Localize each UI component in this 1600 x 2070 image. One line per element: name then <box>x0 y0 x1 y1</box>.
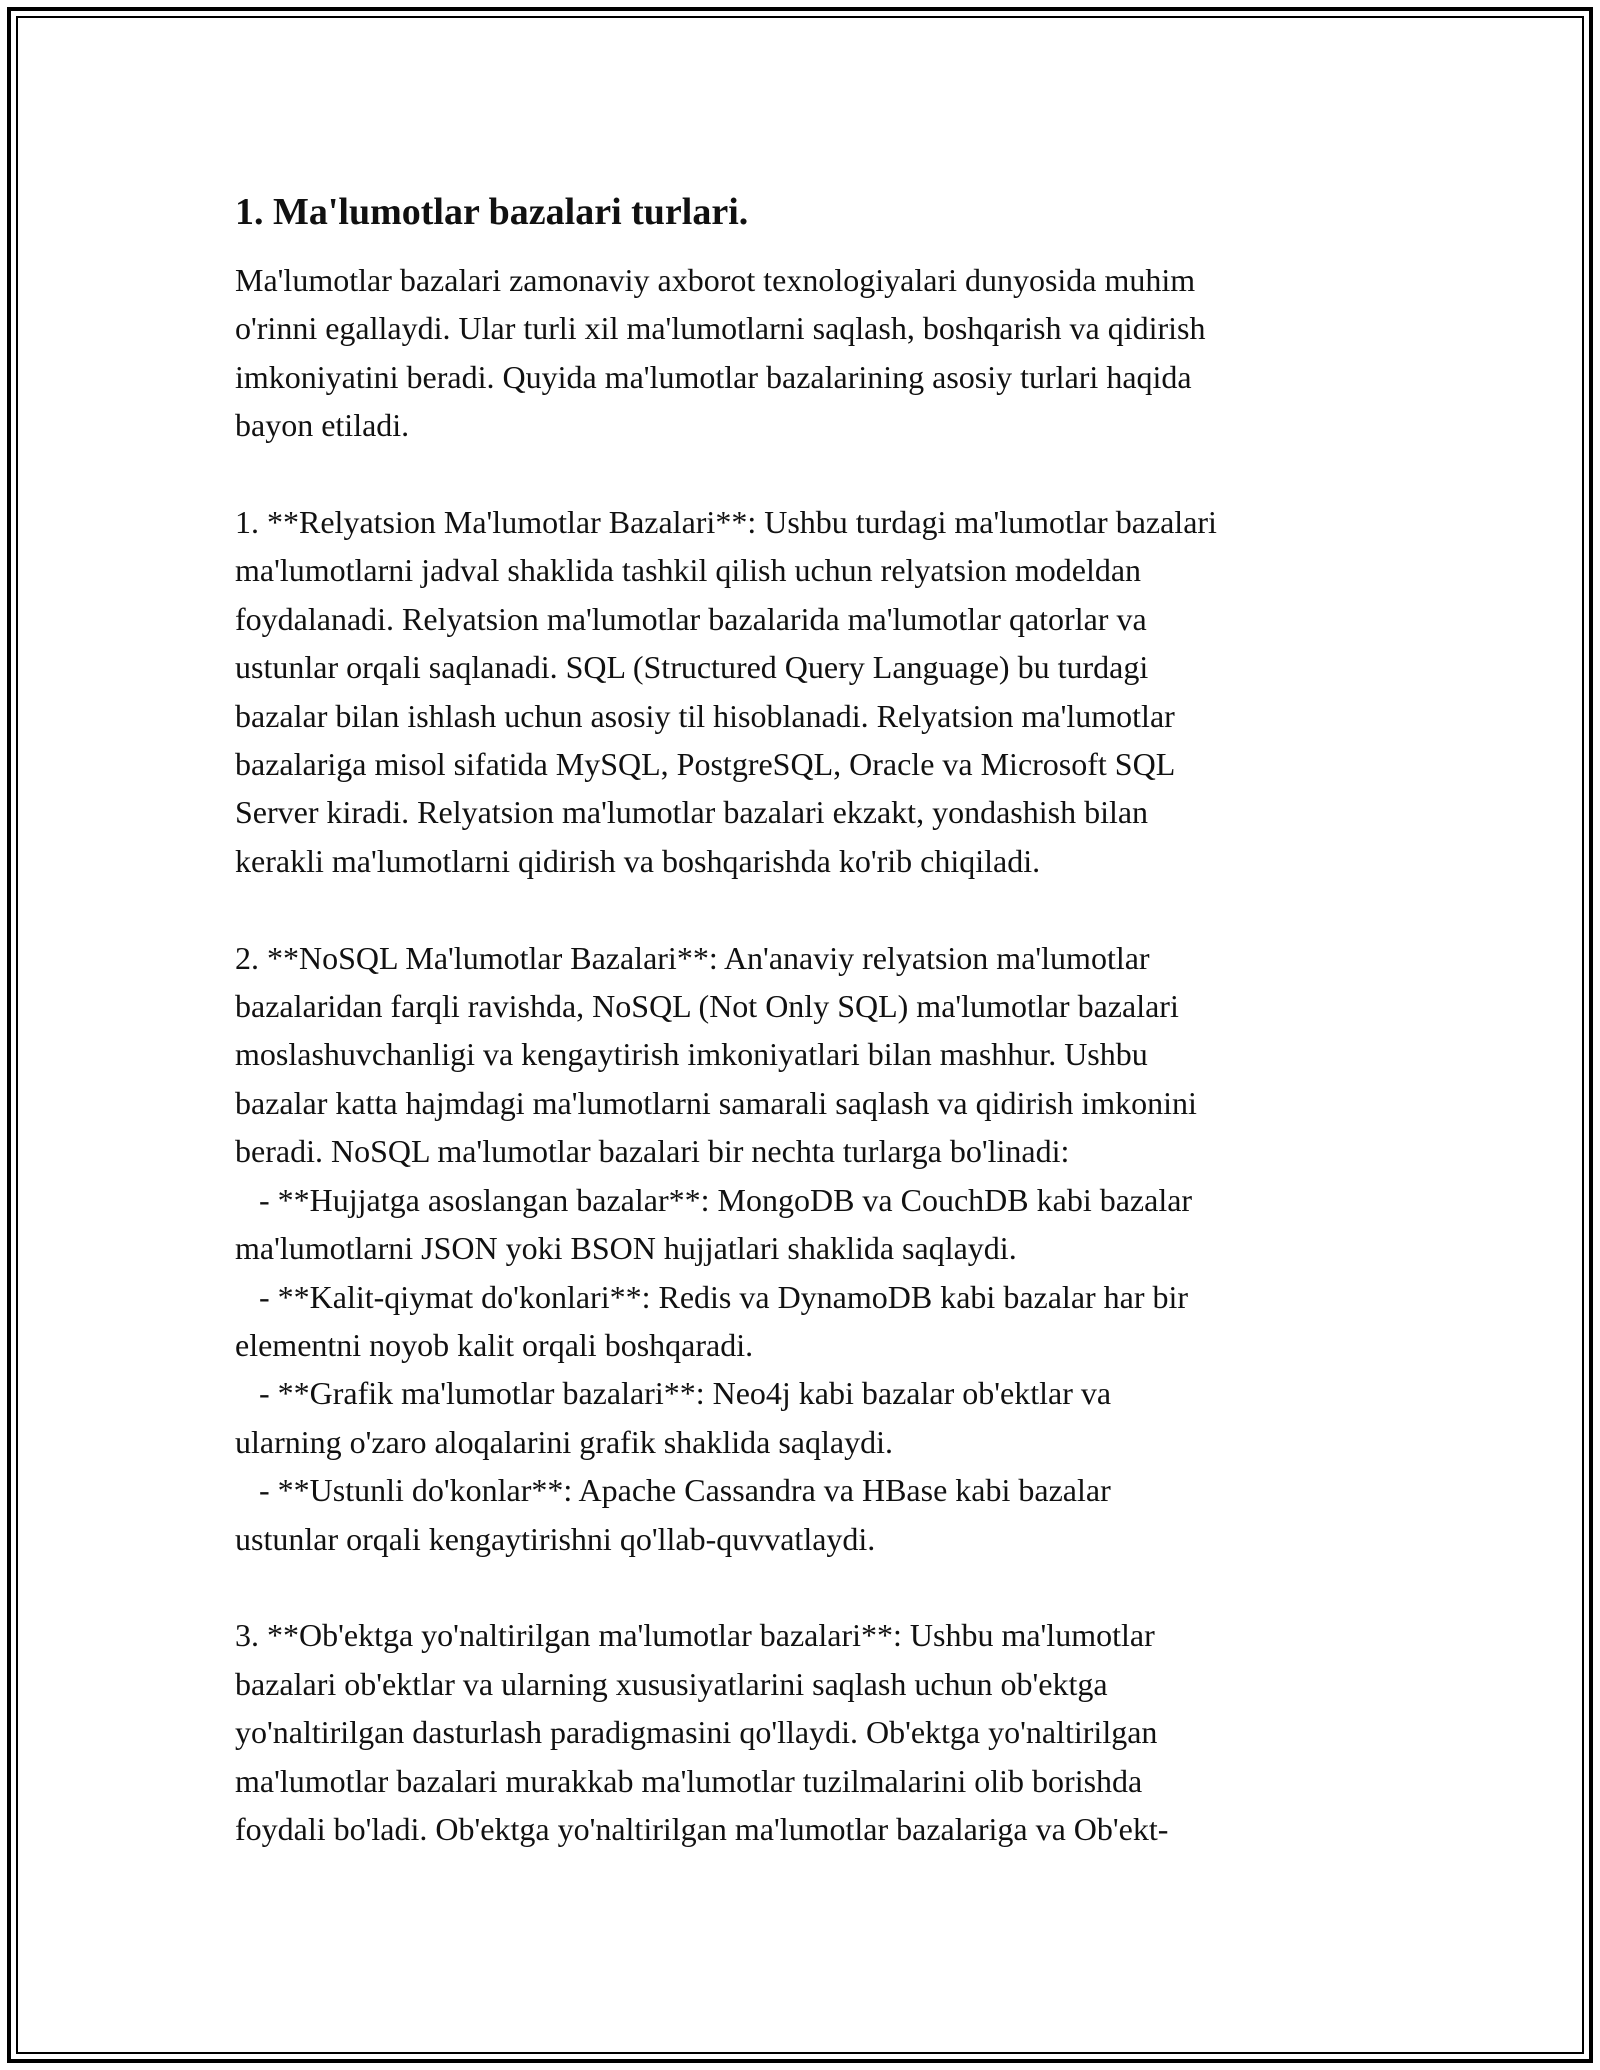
intro-paragraph <box>235 256 1415 450</box>
text-line: ma'lumotlar bazalari murakkab ma'lumotlar tuzilmalarini olib borishda <box>235 1762 1143 1799</box>
text-line: elementni noyob kalit orqali boshqaradi. <box>235 1326 754 1363</box>
object-db-paragraph <box>235 1611 1415 1853</box>
list-item-line: - **Kalit-qiymat do'konlari**: Redis va DynamoDB kabi bazalar har bir <box>235 1278 1189 1315</box>
text-line: moslashuvchanligi va kengaytirish imkoniyatlari bilan mashhur. Ushbu <box>235 1036 1148 1073</box>
relational-db-paragraph <box>235 498 1415 885</box>
list-item-line: - **Grafik ma'lumotlar bazalari**: Neo4j kabi bazalar ob'ektlar va <box>235 1375 1112 1412</box>
text-line: 3. **Ob'ektga yo'naltirilgan ma'lumotlar bazalari**: Ushbu ma'lumotlar <box>235 1617 1155 1654</box>
text-line: foydalanadi. Relyatsion ma'lumotlar bazalarida ma'lumotlar qatorlar va <box>235 600 1147 637</box>
text-line: ularning o'zaro aloqalarini grafik shaklida saqlaydi. <box>235 1423 893 1460</box>
text-line: ma'lumotlarni JSON yoki BSON hujjatlari shaklida saqlaydi. <box>235 1230 1017 1267</box>
text-line: beradi. NoSQL ma'lumotlar bazalari bir nechta turlarga bo'linadi: <box>235 1133 1070 1170</box>
text-line: foydali bo'ladi. Ob'ektga yo'naltirilgan ma'lumotlar bazalariga va Ob'ekt- <box>235 1810 1169 1847</box>
text-line: ma'lumotlarni jadval shaklida tashkil qilish uchun relyatsion modeldan <box>235 552 1142 589</box>
text-line: bayon etiladi. <box>235 407 410 444</box>
section-heading: 1. Ma'lumotlar bazalari turlari. <box>235 191 749 233</box>
text-line: 1. **Relyatsion Ma'lumotlar Bazalari**: Ushbu turdagi ma'lumotlar bazalari <box>235 504 1217 541</box>
text-line: Server kiradi. Relyatsion ma'lumotlar bazalari ekzakt, yondashish bilan <box>235 794 1149 831</box>
text-line: bazalaridan farqli ravishda, NoSQL (Not Only SQL) ma'lumotlar bazalari <box>235 988 1179 1025</box>
text-line: imkoniyatini beradi. Quyida ma'lumotlar bazalarining asosiy turlari haqida <box>235 358 1192 395</box>
paragraph-gap <box>235 885 1415 933</box>
list-item-line: - **Ustunli do'konlar**: Apache Cassandra va HBase kabi bazalar <box>235 1472 1111 1509</box>
paragraph-gap <box>235 1563 1415 1611</box>
text-line: bazalar katta hajmdagi ma'lumotlarni samarali saqlash va qidirish imkonini <box>235 1084 1197 1121</box>
text-line: bazalariga misol sifatida MySQL, PostgreSQL, Oracle va Microsoft SQL <box>235 746 1176 783</box>
paragraph-gap <box>235 450 1415 498</box>
text-line: bazalari ob'ektlar va ularning xususiyatlarini saqlash uchun ob'ektga <box>235 1665 1108 1702</box>
text-line: ustunlar orqali saqlanadi. SQL (Structured Query Language) bu turdagi <box>235 649 1149 686</box>
document-body <box>235 188 1415 1853</box>
nosql-db-paragraph <box>235 934 1415 1563</box>
list-item-line: - **Hujjatga asoslangan bazalar**: MongoDB va CouchDB kabi bazalar <box>235 1181 1193 1218</box>
text-line: ustunlar orqali kengaytirishni qo'llab-quvvatlaydi. <box>235 1520 876 1557</box>
text-line: 2. **NoSQL Ma'lumotlar Bazalari**: An'anaviy relyatsion ma'lumotlar <box>235 939 1150 976</box>
text-line: Ma'lumotlar bazalari zamonaviy axborot texnologiyalari dunyosida muhim <box>235 262 1196 298</box>
text-line: yo'naltirilgan dasturlash paradigmasini qo'llaydi. Ob'ektga yo'naltirilgan <box>235 1714 1158 1751</box>
text-line: kerakli ma'lumotlarni qidirish va boshqarishda ko'rib chiqiladi. <box>235 842 1041 879</box>
text-line: o'rinni egallaydi. Ular turli xil ma'lumotlarni saqlash, boshqarish va qidirish <box>235 310 1206 347</box>
text-line: bazalar bilan ishlash uchun asosiy til hisoblanadi. Relyatsion ma'lumotlar <box>235 697 1175 734</box>
